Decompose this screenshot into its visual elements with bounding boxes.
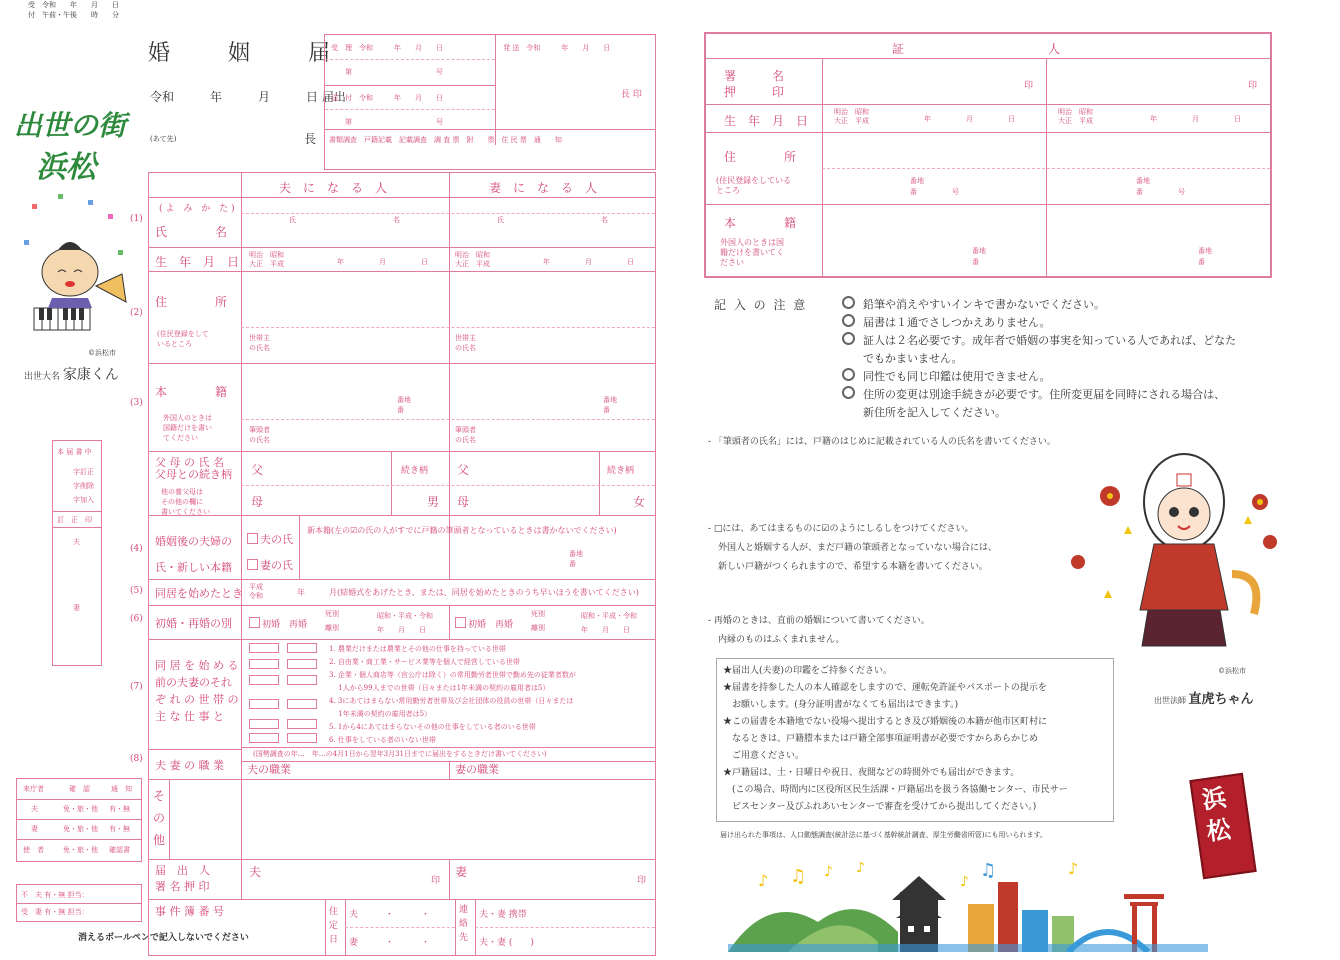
- receipt-stamp: 受 令和 年 月 日 付 午前・午後 時 分: [28, 1, 119, 19]
- signer-label: 届 出 人 署 名 押 印: [155, 864, 210, 893]
- mascot2-caption: 出世法師 直虎ちゃん: [1154, 692, 1254, 707]
- remarriage-note: ‐ 再婚のときは、直前の婚姻について書いてください。 内縁のものはふくまれません。: [708, 616, 930, 645]
- new-honseki-note: 新本籍(左の☑の氏の人がすでに戸籍の筆頭者となっているときは書かないでください): [307, 526, 617, 535]
- svg-text:♪: ♪: [758, 871, 769, 890]
- wife-era: 明治 昭和 大正 平成: [455, 251, 490, 268]
- contact-phone: 夫・妻 ( ): [479, 938, 534, 948]
- mascot-caption: 出世大名 家康くん: [24, 367, 119, 383]
- wife-header: 妻 に な る 人: [489, 181, 598, 195]
- row-num-2: (2): [130, 308, 143, 318]
- witness1-banchi: 番地 番 号: [910, 177, 959, 196]
- witness-sign-label: 署 名 押 印: [724, 69, 785, 99]
- witness-honseki-label: 本 籍: [724, 216, 797, 230]
- after-marriage-label: 婚姻後の夫婦の 氏・新しい本籍: [155, 535, 232, 574]
- husband-honseki-banchi: 番地 番: [397, 396, 411, 414]
- logo-title: 出世の街: [14, 109, 127, 142]
- male-label: 男: [427, 495, 440, 509]
- filing-date: 令和 年 月 日 届出: [150, 90, 346, 104]
- row-num-4: (4): [130, 544, 143, 554]
- mascot-ieyasu-illustration: [18, 190, 138, 360]
- wife-prev-date: 昭和・平成・令和 年 月 日: [581, 612, 637, 634]
- mascot-naotora-illustration: [1064, 424, 1304, 664]
- wife-remarriage-option[interactable]: 初婚 再婚: [455, 617, 513, 630]
- husband-remarriage-option[interactable]: 初婚 再婚: [249, 617, 307, 630]
- office-use-box: 受 理 令和 年 月 日 発 送 令和 年 月 日 第 号 送 付 令和 年 月 日 長 印 第 号 書類調査 戸籍記載 記載調査 調 査 票 附 票 住 民 票 通 知: [324, 34, 656, 170]
- husband-father-label: 父: [251, 463, 264, 477]
- residence-husband: 夫 ・ ・: [349, 910, 431, 920]
- witness2-ymd: 年 月 日: [1150, 115, 1241, 123]
- husband-era: 明治 昭和 大正 平成: [249, 251, 284, 268]
- correction-panel: 本 届 書 中 字訂正 字削除 字加入 訂 正 印 夫 妻: [52, 440, 102, 666]
- husband-prev-date: 昭和・平成・令和 年 月 日: [377, 612, 433, 634]
- witness1-honseki-banchi: 番地 番: [972, 247, 986, 266]
- husband-seal: 印: [431, 876, 441, 886]
- svg-text:♫: ♫: [980, 860, 997, 881]
- row-num-5: (5): [130, 586, 143, 596]
- wife-mother-label: 母: [457, 495, 470, 509]
- witness1-seal: 印: [1024, 81, 1034, 91]
- witness-address-label: 住 所: [724, 150, 797, 164]
- hittousha-note: ‐ 「筆頭者の氏名」には、戸籍のはじめに記載されている人の氏名を書いてください。: [708, 437, 1056, 447]
- svg-text:♪: ♪: [856, 860, 865, 876]
- main-form: [148, 172, 656, 956]
- residence-label: 住 定 日: [329, 907, 339, 945]
- wife-zokugara: 続き柄: [607, 466, 635, 476]
- option-husband-surname[interactable]: 夫の氏: [247, 531, 293, 547]
- address-label: 住 所: [155, 295, 228, 309]
- work-options: 1. 農業だけまたは農業とその他の仕事を持っている世帯 2. 自由業・商工業・サービス業等を個人で経営している世帯 3. 企業・個人商店等（官公庁は除く）の常用勤労者世帯で勤め先の従業者数が 1人から99人までの世帯（日々または1年未満の契約の雇用者は5） 4. 3にあてはまらない常用勤労者世帯及び会社団体の役員の世帯（日々または 1年未満の契約の雇用者は5） 5. 1から4にあてはまらないその他の仕事をしている者のいる世帯 6. 仕事をしている者のいない世帯: [329, 645, 576, 744]
- wife-father-label: 父: [457, 463, 470, 477]
- witness-address-note: (住民登録をしている ところ: [716, 176, 792, 195]
- wife-honseki-banchi: 番地 番: [603, 396, 617, 414]
- case-number-label: 事 件 簿 番 号: [155, 905, 224, 918]
- cohabitation-text: 年 月(結婚式をあげたとき、または、同居を始めたときのうち早いほうを書いてください): [297, 588, 639, 597]
- jobs-label: 夫 妻 の 職 業: [155, 759, 224, 772]
- census-note: (国勢調査の年… 年…の4月1日から翌年3月31日までに届出をするときだけ書いてください): [253, 750, 547, 758]
- contact-mobile: 夫・妻 携帯: [479, 910, 527, 920]
- husband-job-label: 夫の職業: [247, 763, 291, 776]
- remarriage-label: 初婚・再婚の別: [155, 617, 232, 630]
- stats-note: 届け出られた事項は、人口動態調査(統計法に基づく基幹統計調査、厚生労働省所管)にも用いられます。: [720, 831, 1047, 839]
- wife-death-divorce[interactable]: 死別 離別: [531, 610, 545, 632]
- svg-text:♪: ♪: [824, 864, 833, 880]
- wife-surname-label: 氏: [497, 216, 504, 224]
- witness1-era: 明治 昭和 大正 平成: [834, 108, 869, 125]
- wife-seal: 印: [637, 876, 647, 886]
- witness2-seal: 印: [1248, 81, 1258, 91]
- husband-mother-label: 母: [251, 495, 264, 509]
- other-label: そ の 他: [153, 789, 166, 847]
- checkbox-note: ‐ □には、あてはまるものに☑のようにしるしをつけてください。 外国人と婚姻する人が、まだ戸籍の筆頭者となっていない場合には、 新しい戸籍がつくられますので、希望する本籍を書いてください。: [708, 524, 998, 572]
- svg-text:♪: ♪: [1068, 859, 1079, 878]
- witness2-honseki-banchi: 番地 番: [1198, 247, 1212, 266]
- witness-birth-label: 生 年 月 日: [724, 114, 809, 128]
- husband-death-divorce[interactable]: 死別 離別: [325, 610, 339, 632]
- receipt-table: 不 夫 有・無 担当： 受 妻 有・無 担当：: [16, 884, 142, 922]
- contact-label: 連 絡 先: [459, 905, 469, 943]
- signer-wife: 妻: [455, 865, 468, 879]
- recipient-label: (あて先): [150, 135, 177, 143]
- birth-label: 生 年 月 日: [155, 255, 240, 269]
- signer-husband: 夫: [249, 865, 262, 879]
- notice-box: ★届出人(夫妻)の印鑑をご持参ください。 ★届書を持参した人の本人確認をしますので、運転免許証やパスポートの提示を お願いします。(身分証明書がなくても届出はできます。) ★この届書を本籍地でない役場へ提出するとき及び婚姻後の本籍が他市区町村に なるときは、戸籍謄本または戸籍全部事項証明書が必要ですからあらかじめ ご用意ください。 ★戸籍届は、土・日曜日や祝日、夜間などの時間外でも届出ができます。 (この場合、時間内に区役所区民生活課・戸籍届出を扱う各協働センター、市民サー ビスセンター及びふれあいセンターで審査を受けてから提出してください。): [716, 658, 1114, 822]
- witness1-ymd: 年 月 日: [924, 115, 1015, 123]
- svg-text:♪: ♪: [960, 874, 969, 890]
- wife-birth-ymd: 年 月 日: [543, 258, 634, 266]
- parents-label: 父 母 の 氏 名 父母との続き柄: [155, 456, 232, 481]
- husband-zokugara: 続き柄: [401, 466, 429, 476]
- honseki-note: 外国人のときは 国籍だけを書い てください: [163, 414, 212, 442]
- husband-householder: 世帯主 の氏名: [249, 334, 270, 352]
- cohabitation-label: 同居を始めたとき: [155, 587, 243, 600]
- furigana-label: (よ み か た): [159, 204, 238, 214]
- option-wife-surname[interactable]: 妻の氏: [247, 557, 293, 573]
- husband-surname-label: 氏: [289, 216, 296, 224]
- husband-given-label: 名: [393, 216, 400, 224]
- husband-header: 夫 に な る 人: [279, 181, 388, 195]
- address-note: (住民登録をして いるところ: [157, 330, 209, 348]
- city-skyline-illustration: [728, 852, 1208, 952]
- row-num-6: (6): [130, 614, 143, 624]
- cohab-era: 平成 令和: [249, 583, 263, 600]
- confirm-table: 来庁者 確 認 通 知 夫 免・旅・他 有・無 妻 免・旅・他 有・無 使 者 免・旅・他 確認書: [16, 778, 142, 862]
- name-label: 氏 名: [155, 225, 228, 239]
- row-num-3: (3): [130, 398, 143, 408]
- parents-note: 他の養父母は その他の欄に 書いてください: [161, 488, 210, 516]
- row-num-7: (7): [130, 682, 143, 692]
- chief-label: 長: [304, 132, 317, 146]
- husband-birth-ymd: 年 月 日: [337, 258, 428, 266]
- wife-job-label: 妻の職業: [455, 763, 499, 776]
- new-honseki-banchi: 番地 番: [569, 550, 583, 568]
- witness-title: 証 人: [892, 42, 1061, 56]
- mascot2-copyright: ©浜松市: [1218, 667, 1246, 675]
- wife-given-label: 名: [601, 216, 608, 224]
- pen-warning: 消えるボールペンで記入しないでください: [78, 933, 249, 943]
- residence-wife: 妻 ・ ・: [349, 938, 431, 948]
- notes-list: 鉛筆や消えやすいインキで書かないでください。 届書は１通でさしつかえありません。 証人は２名必要です。成年者で婚姻の事実を知っている人であれば、どなた でもかまいません。 同性でも同じ印鑑は使用できません。 住所の変更は別途手続きが必要です。住所変更届を同時にされる場合は、 新住所を記入してください。: [842, 296, 1236, 422]
- witness-honseki-note: 外国人のときは国 籍だけを書いてく ださい: [720, 238, 784, 267]
- mascot-copyright: ©浜松市: [88, 349, 116, 357]
- row-num-1: (1): [130, 214, 143, 224]
- svg-text:♫: ♫: [790, 866, 807, 887]
- female-label: 女: [633, 495, 646, 509]
- wife-householder: 世帯主 の氏名: [455, 334, 476, 352]
- husband-hittousha: 筆頭者 の氏名: [249, 426, 270, 444]
- logo-subtitle: 浜松: [36, 150, 96, 185]
- row-num-8: (8): [130, 754, 143, 764]
- wife-hittousha: 筆頭者 の氏名: [455, 426, 476, 444]
- witness-table: [704, 32, 1272, 278]
- kite-text: 浜 松: [1200, 783, 1233, 847]
- honseki-label: 本 籍: [155, 385, 228, 399]
- witness2-era: 明治 昭和 大正 平成: [1058, 108, 1093, 125]
- form-title: 婚 姻 届: [148, 41, 349, 66]
- work-label: 同 居 を 始 め る 前の夫妻のそれ ぞ れ の 世 帯 の 主 な 仕 事 と: [155, 659, 239, 723]
- notes-heading: 記 入 の 注 意: [714, 298, 808, 312]
- witness2-banchi: 番地 番 号: [1136, 177, 1185, 196]
